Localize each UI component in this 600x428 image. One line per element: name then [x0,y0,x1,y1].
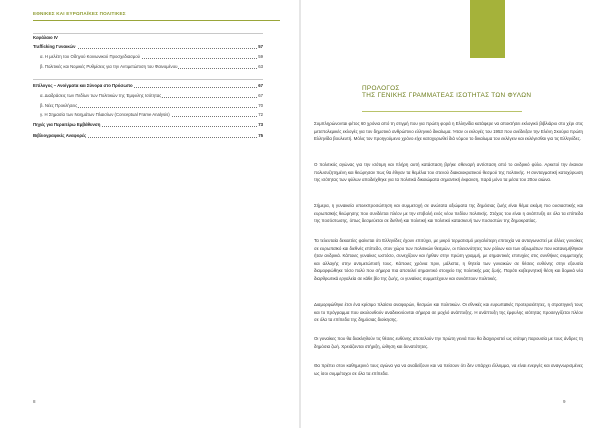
toc-entry-interactions[interactable]: α. Διαδράσεις των Πεδίων των Πολιτικών της Έμφυλης Ισότητας 67 [40,93,263,98]
toc-entry-epilogue[interactable]: Επίλογος – Ανοίγματα και Σύνορα στο Πρόσωπο 67 [33,83,263,88]
preface-title: ΠΡΟΛΟΓΟΣ [362,85,400,92]
toc-divider [33,79,263,80]
preface-paragraph: Διαμορφώθηκε έτσι ένα κρίσιμο πλαίσιο αναφορών, θεσμών και πολιτικών. Οι εθνικές και ευρωπαϊκές προτεραιότητες, η στρατηγική τους και το πρόγραμμα που ακολουθούν αναδεικνύονται σήμερα σε μοχλό ανάπτυξης. Η ανάπτυξη της έμφυλης ισότητας προσεγγίζεται πλέον σε όλα τα επίπεδα της δημόσιας διοίκησης. [314,302,583,323]
toc-entry-new-challenges[interactable]: β. Νέες Προκλήσεις 70 [40,103,263,108]
preface-title-block [348,79,532,99]
page-number-left: 8 [33,399,36,404]
toc-entry-trafficking[interactable]: Trafficking Γυναικών 57 [33,44,263,49]
preface-paragraph: Ο πολιτικός αγώνας για την ισότιμη και πλήρη αυτή κατάσταση βρήκε σθεναρή αντίσταση από το ανδρικό φύλο. Αρκετοί την έκαναν πολυσυζητημένη και θεώρησαν πως θα έθιγαν τα θεμέλια του στενού διακαιοκρατικού θεσμού της πολιτικής. Η συνταγματική κατοχύρωση της ισότητας των φύλων αποδείχθηκε για τα πολιτικά δικαιώματα σημαντική έκφανση, παρά μόνο τα μέσα του 20ου αιώνα. [314,162,583,183]
preface-paragraph: Συμπληρώνονται φέτος 60 χρόνια από τη στιγμή που για πρώτη φορά η Ελληνίδα κατάφερε να αποκτήσει εκλογικό βιβλιάριο στο χέρι στις μετεπολεμικές εκλογές για τον δημοτικό ανθρώπινο ελληνικό δικαίωμα. Ήταν οι εκλογές του 1953 που ανέδειξαν την Ελένη Σκούρα πρώτη Ελληνίδα βουλευτή. Μόλις τον προηγούμενο χρόνο είχε κατοχυρωθεί διά νόμου το δικαίωμα του εκλέγειν και εκλέγεσθαι για τις Ελληνίδες. [314,121,583,142]
title-rule [362,111,522,112]
page-number-right: 9 [563,399,566,404]
preface-paragraph: Τα τελευταία δεκαετίες φαίνεται ότι Ελληνίδες έχουν επιτύχει, με μικρό τερματισμό μεγαλύτερη επιτυχία να ανταγωνιστεί με άλλες γυναίκες σε ευρωπαϊκό και διεθνές επίπεδο, στον χώρο των πολιτικών θεσμών, οι πλειονότητες των ρόλων και των αξιωμάτων που κατανεμήθηκαν ήταν ανδρικά. Κάποιες γυναίκες ωστόσο, συνεχίζουν και ήρθαν στην πρώτη γραμμή, με σημαντικές επιτυχίες στις συνθήκες συμμετοχής και αλλαγής στην αντιμετώπισή τους. Κάποιες χρόνια πριν, μάλιστα, η θητεία των γυναικών σε θέσεις ευθύνης στην εξουσία διαμορφώθηκε τόσο πολύ που σήμερα πια αποτελεί σημαντικό στοιχείο της πολιτικής μας ζωής. Παρότι κυβερνητική θέση και δομικά νέα διαρθρωτικά εργαλεία σε κάθε βίο της ζωής, οι γυναίκες συμμετέχουν και συνάπτουν πολιτικές. [314,238,583,281]
preface-paragraph: Οι γυναίκες που θα διακληθούν τις θέσεις ευθύνης αποτελούν την πρώτη γενιά που θα διαχειριστεί ως ισότιμη παρουσία με τους άνδρες τη δημόσια ζωή. Χρειάζονται στήριξη, ώθηση και δυνατότητες. [314,336,583,349]
header-rule [33,20,280,21]
preface-subtitle: ΤΗΣ ΓΕΝΙΚΗΣ ΓΡΑΜΜΑΤΕΑΣ ΙΣΟΤΗΤΑΣ ΤΩΝ ΦΥΛΩΝ [362,92,532,99]
preface-paragraph: Θα πρέπει στον καθημερινό τους αγώνα για να αναδείξουν και να πείσουν ότι δεν υπάρχει έλλειμμα, να είναι ενεργές και αναγνωρισμένες ως ίσοι συμμέτοχοι σε όλα τα επίπεδα. [314,363,583,376]
accent-bar [470,0,505,58]
toc-entry-social-planning[interactable]: α. Η μελέτη του Οδηγού Κοινωνικού Προσχεδιασμού 59 [40,54,263,59]
toc-entry-legal-policies[interactable]: β. Πολιτικές και Νομικές Ρυθμίσεις για την Αντιμετώπιση του Φαινομένου 63 [40,64,263,69]
toc-entry-bibliography[interactable]: Βιβλιογραφικές Αναφορές 75 [33,133,263,138]
running-header: ΕΘΝΙΚΕΣ ΚΑΙ ΕΥΡΩΠΑΪΚΕΣ ΠΟΛΙΤΙΚΕΣ [33,11,126,16]
toc-entry-sources[interactable]: Πηγές για Περαιτέρω Εμβάθυνση 73 [33,122,263,127]
toc-entry-frame-analysis[interactable]: γ. Η Σημασία των Νοημάτων Πλαισίων (Conceptual Frame Analysis) 72 [40,112,263,117]
toc-entry-chapter-iv[interactable]: Κεφάλαιο IV [33,35,58,40]
preface-paragraph: Σήμερα, η γυναικεία υποεκπροσώπηση και συμμετοχή σε ανώτατα αξιώματα της δημόσιας ζωής είναι θέμα ακόμη πιο ουσιαστικής και ευρωπαϊκής θεώρησης που συνδέεται πλέον με την επιβολή ενός νέου πεδίου πολιτικής. Στόχος του είναι η ανάπτυξη σε όλα τα επίπεδα της ποσόστωσης, όπως δεσμεύεται σε διεθνή και πολιτική και πολιτικό κατασκευή των ποσοστών της δημοκρατίας. [314,203,583,224]
